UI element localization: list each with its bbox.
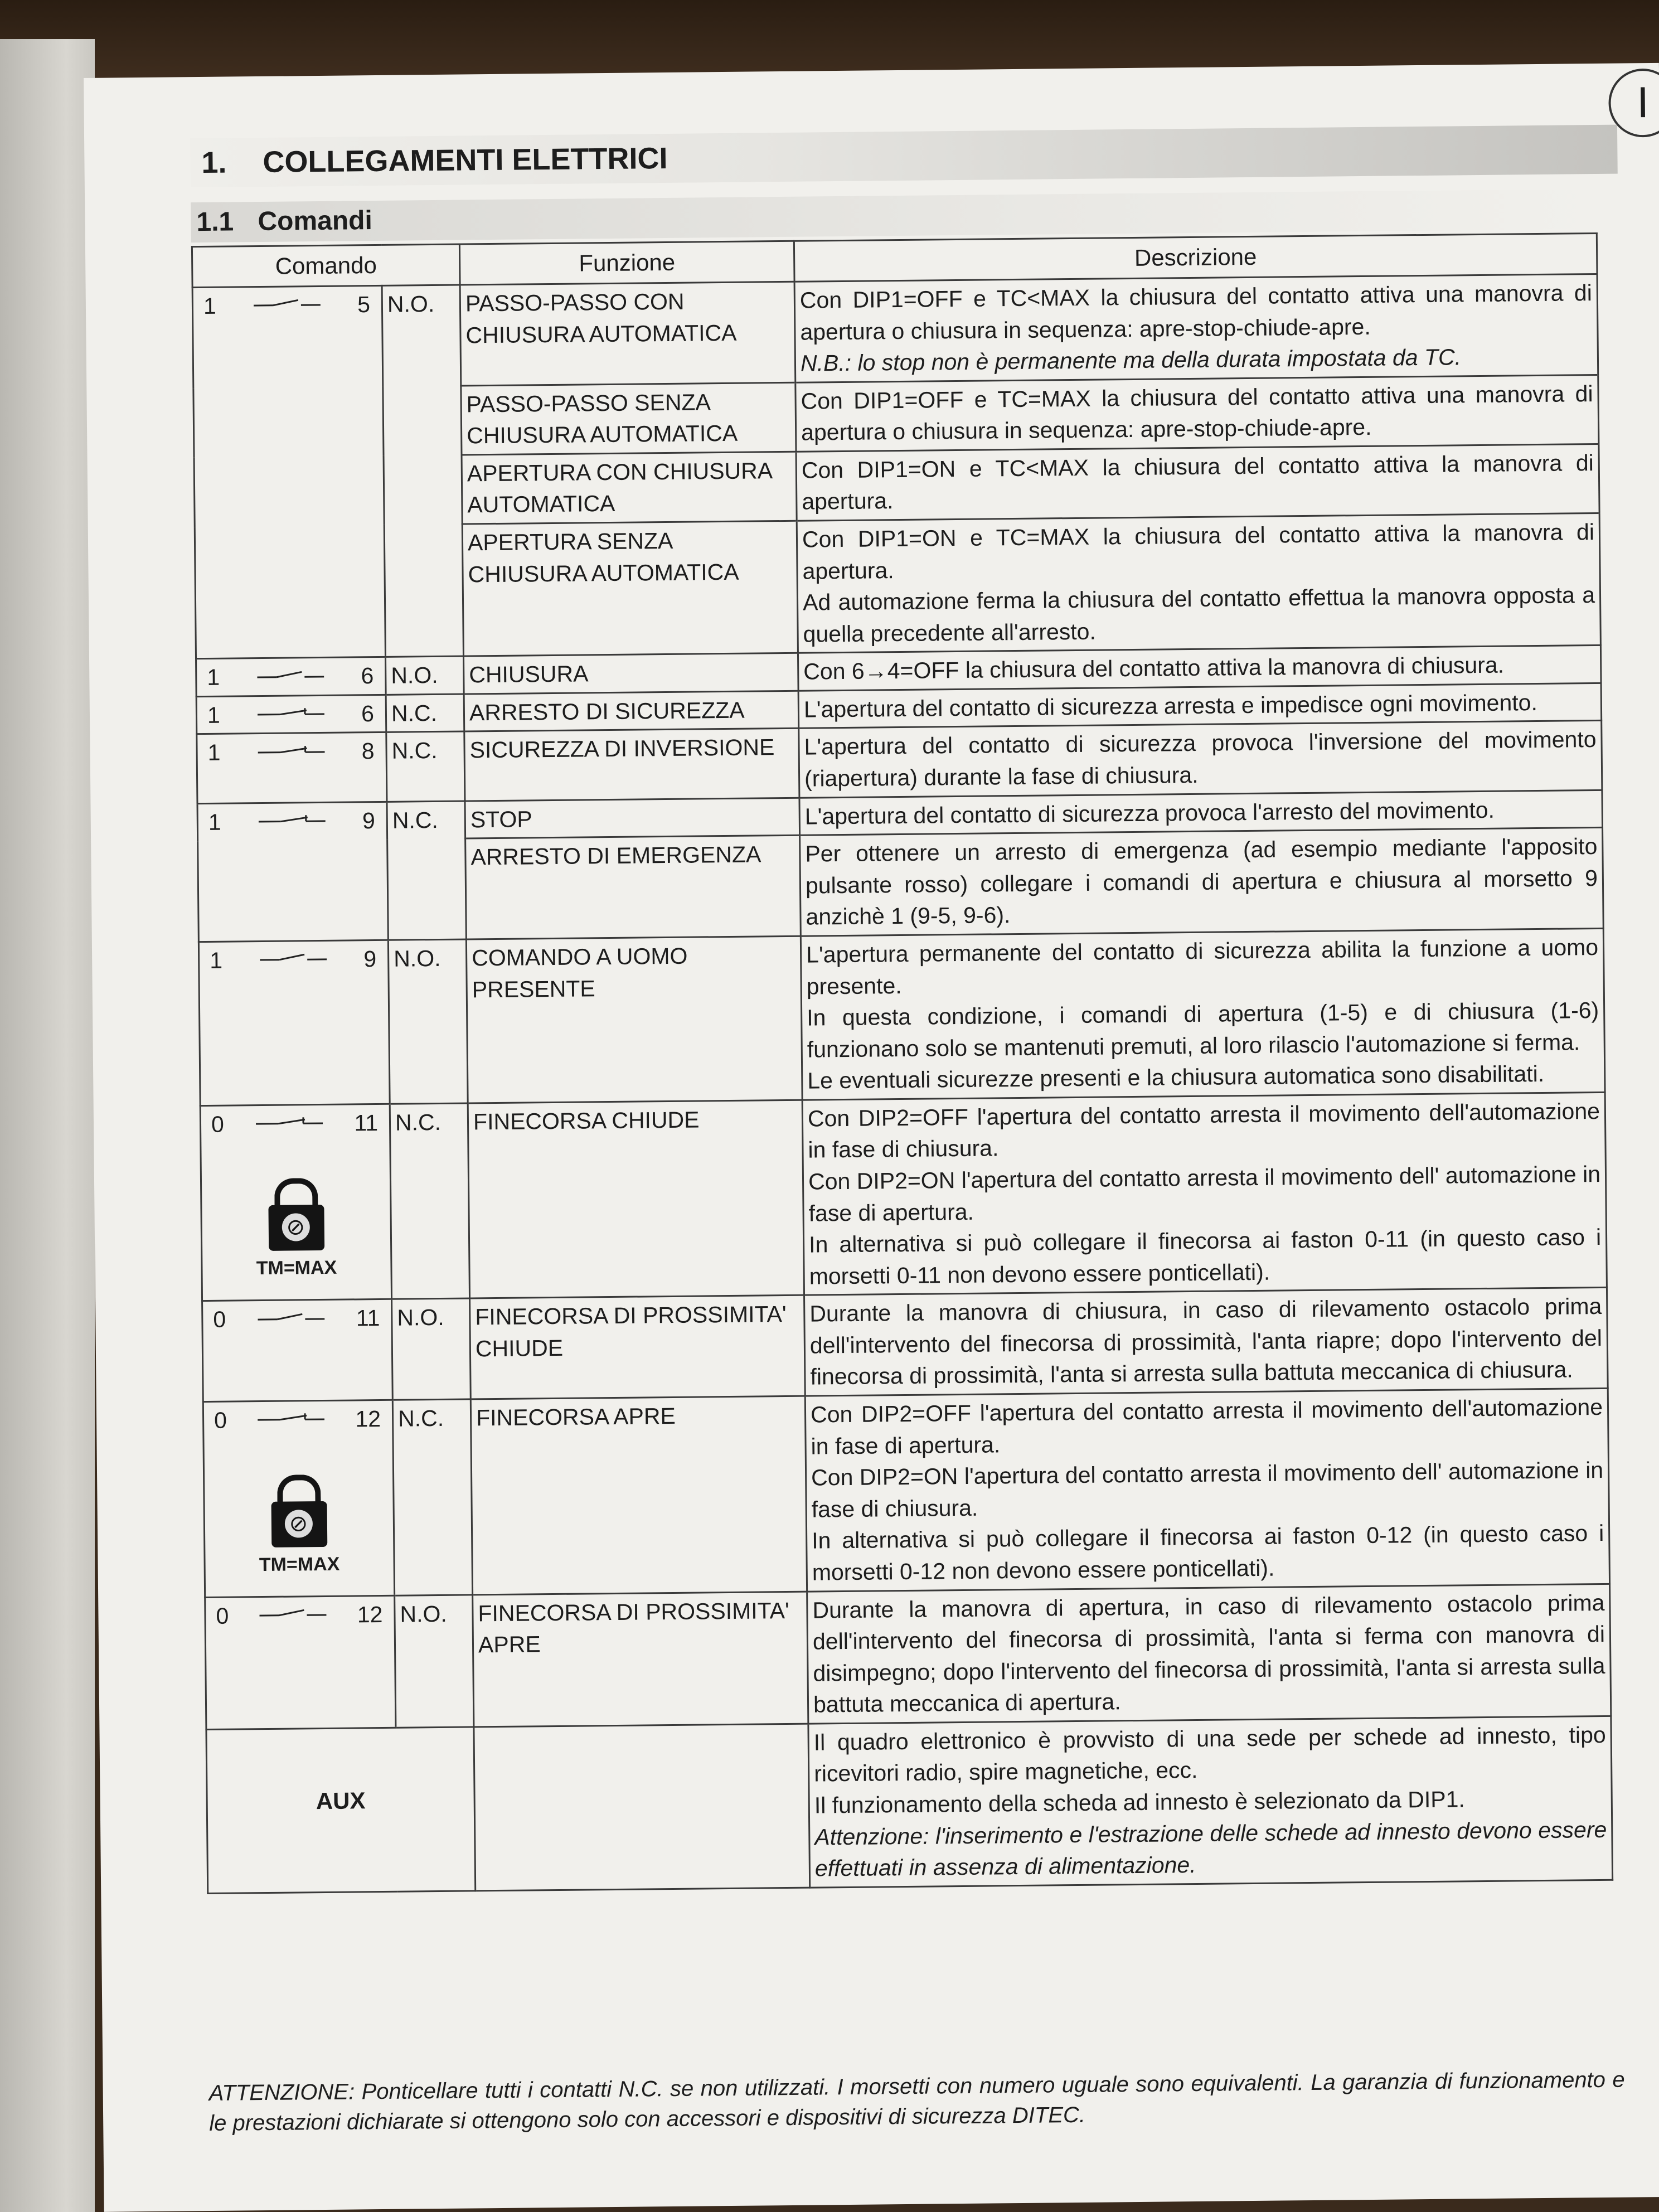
terminal-from: 0	[214, 1407, 227, 1433]
function-cell: FINECORSA DI PROSSIMITA' CHIUDE	[470, 1295, 806, 1399]
description-cell	[808, 1716, 1613, 1888]
function-cell: STOP	[465, 798, 800, 838]
description-text: Con DIP2=ON l'apertura del contatto arresta il movimento dell' automazione in fase di chiusura.	[811, 1457, 1604, 1522]
terminal-to: 6	[361, 663, 374, 689]
description-cell: L'apertura del contatto di sicurezza provoca l'arresto del movimento.	[799, 790, 1603, 835]
contact-type: N.C.	[387, 801, 466, 940]
description-text: In alternativa si può collegare il finecorsa ai faston 0-12 (in questo caso i morsetti 0-12 non devono essere ponticellati).	[812, 1520, 1604, 1585]
terminal-to: 9	[362, 807, 376, 833]
description-text: L'apertura permanente del contatto di sicurezza abilita la funzione a uomo presente.	[806, 934, 1599, 1000]
lock-icon: ⊘	[266, 1178, 326, 1251]
terminal-to: 8	[361, 738, 375, 764]
description-cell: L'apertura del contatto di sicurezza provoca l'inversione del movimento (riapertura) durante la fase di chiusura.	[799, 721, 1602, 798]
function-cell: FINECORSA APRE	[470, 1396, 807, 1594]
table-row	[192, 274, 1598, 388]
terminal-from: 0	[211, 1111, 225, 1137]
function-cell: APERTURA CON CHIUSURA AUTOMATICA	[462, 452, 797, 524]
switch-no-icon	[260, 951, 327, 968]
contact-type: N.C.	[386, 731, 465, 801]
warning-note	[208, 2065, 1625, 2138]
terminal-cell	[203, 1400, 394, 1597]
description-cell: Con 6→4=OFF la chiusura del contatto attiva la manovra di chiusura.	[798, 646, 1601, 691]
description-text: Le eventuali sicurezze presenti e la chiusura automatica sono disabilitati.	[807, 1061, 1545, 1094]
description-text: In alternativa si può collegare il finecorsa ai faston 0-11 (in questo caso i morsetti 0-11 non devono essere ponticellati).	[808, 1224, 1602, 1289]
description-text: Con DIP2=OFF l'apertura del contatto arresta il movimento dell'automazione in fase di apertura.	[810, 1394, 1603, 1459]
switch-nc-icon	[258, 1411, 324, 1428]
description-cell	[794, 274, 1598, 382]
terminal-to: 12	[357, 1601, 383, 1627]
description-cell: Per ottenere un arresto di emergenza (ad esempio mediante l'apposito pulsante rosso) collegare i comandi di apertura e chiusura al morsetto 9 anzichè 1 (9-5, 9-6).	[800, 828, 1604, 937]
contact-type: N.C.	[390, 1103, 469, 1299]
switch-nc-icon	[257, 706, 324, 723]
terminal-to: 11	[356, 1305, 380, 1331]
function-cell	[474, 1724, 810, 1891]
contact-type: N.O.	[385, 656, 464, 695]
description-text: Con DIP1=ON e TC=MAX la chiusura del contatto attiva la manovra di apertura.	[802, 519, 1595, 584]
terminal-to: 11	[354, 1109, 379, 1136]
switch-no-icon	[257, 668, 324, 686]
table-row	[202, 1288, 1608, 1402]
section-title: COLLEGAMENTI ELETTRICI	[263, 141, 668, 179]
terminal-from: 1	[207, 702, 221, 728]
switch-nc-icon	[258, 813, 325, 830]
description-cell: Durante la manovra di apertura, in caso di rilevamento ostacolo prima dell'intervento del finecorsa di prossimità, l'anta si ferma con manovra di disimpegno; dopo l'intervento del finecorsa di prossimità, l'anta si arresta sulla battuta meccanica di apertura.	[807, 1584, 1611, 1724]
terminal-from: 1	[208, 809, 221, 835]
switch-no-icon	[253, 297, 320, 314]
description-cell	[801, 928, 1605, 1100]
page-tab: I	[1608, 69, 1659, 138]
description-text: Il quadro elettronico è provvisto di una sede per schede ad innesto, tipo ricevitori radio, spire magnetiche, ecc.	[813, 1721, 1606, 1787]
terminal-cell	[192, 285, 385, 659]
terminal-cell	[196, 695, 386, 734]
header-funzione: Funzione	[459, 241, 794, 285]
terminal-from: 0	[216, 1603, 229, 1629]
terminal-to: 5	[357, 292, 371, 318]
terminal-from: 1	[207, 664, 220, 691]
description-cell: Durante la manovra di chiusura, in caso di rilevamento ostacolo prima dell'intervento del finecorsa di prossimità, l'anta riapre; dopo l'intervento del finecorsa di prossimità, l'anta si arresta sulla battuta meccanica di chiusura.	[804, 1288, 1608, 1396]
lock-label: TM=MAX	[259, 1553, 340, 1575]
contact-type: N.O.	[382, 285, 463, 657]
commands-table	[191, 232, 1613, 1894]
function-cell: SICUREZZA DI INVERSIONE	[464, 729, 799, 801]
terminal-to: 6	[361, 700, 375, 727]
description-text: Con DIP2=ON l'apertura del contatto arresta il movimento dell' automazione in fase di apertura.	[808, 1161, 1601, 1226]
terminal-cell	[205, 1595, 396, 1730]
terminal-cell	[197, 802, 388, 942]
description-note: Attenzione: l'inserimento e l'estrazione delle schede ad innesto devono essere effettuati in assenza di alimentazione.	[814, 1816, 1607, 1881]
switch-nc-icon	[258, 744, 324, 761]
description-text: In questa condizione, i comandi di apertura (1-5) e di chiusura (1-6) funzionano solo se mantenuti premuti, al loro rilascio l'automazione si ferma.	[807, 997, 1599, 1063]
terminal-to: 12	[355, 1406, 381, 1432]
contact-type: N.O.	[392, 1298, 471, 1400]
description-text: Il funzionamento della scheda ad innesto è selezionato da DIP1.	[814, 1786, 1465, 1818]
table-row	[203, 1388, 1609, 1597]
function-cell: FINECORSA DI PROSSIMITA' APRE	[473, 1592, 808, 1727]
terminal-from: 0	[213, 1306, 226, 1333]
terminal-cell	[196, 657, 386, 697]
description-text: Ad automazione ferma la chiusura del contatto effettua la manovra opposta a quella precedente all'arresto.	[802, 582, 1595, 647]
section-heading	[190, 125, 1618, 188]
function-cell: FINECORSA CHIUDE	[468, 1100, 804, 1298]
lock-label: TM=MAX	[256, 1257, 337, 1279]
section-number: 1.	[201, 145, 227, 180]
switch-no-icon	[258, 1311, 324, 1328]
description-cell	[805, 1388, 1609, 1591]
function-cell: COMANDO A UOMO PRESENTE	[466, 936, 802, 1103]
description-cell	[802, 1092, 1607, 1295]
left-page-edge	[0, 39, 95, 2212]
subsection-title: Comandi	[258, 206, 373, 237]
terminal-from: 1	[203, 293, 216, 319]
contact-type: N.O.	[388, 939, 468, 1104]
description-text: Con DIP2=OFF l'apertura del contatto arresta il movimento dell'automazione in fase di chiusura.	[807, 1098, 1600, 1163]
table-row	[205, 1584, 1611, 1729]
function-cell: ARRESTO DI EMERGENZA	[465, 835, 801, 939]
contact-type: N.C.	[386, 694, 464, 733]
manual-page	[84, 63, 1659, 2212]
table-row	[198, 928, 1605, 1105]
switch-no-icon	[259, 1607, 326, 1624]
lock-icon: ⊘	[269, 1474, 328, 1548]
subsection-number: 1.1	[196, 207, 234, 237]
description-cell: L'apertura del contatto di sicurezza arresta e impedisce ogni movimento.	[798, 683, 1602, 728]
terminal-from: 1	[209, 947, 223, 973]
switch-nc-icon	[256, 1115, 323, 1132]
aux-cell: AUX	[206, 1727, 476, 1893]
header-comando: Comando	[192, 244, 460, 288]
terminal-to: 9	[363, 945, 377, 972]
terminal-from: 1	[207, 740, 221, 766]
description-cell: Con DIP1=ON e TC<MAX la chiusura del contatto attiva la manovra di apertura.	[796, 444, 1599, 521]
contact-type: N.C.	[392, 1399, 472, 1595]
header-descrizione: Descrizione	[794, 233, 1597, 282]
function-cell: PASSO-PASSO CON CHIUSURA AUTOMATICA	[460, 282, 795, 385]
terminal-cell	[202, 1299, 393, 1402]
terminal-cell	[198, 940, 390, 1105]
description-text: Con DIP1=OFF e TC<MAX la chiusura del contatto attiva una manovra di apertura o chiusura in sequenza: apre-stop-chiude-apre.	[799, 279, 1593, 345]
contact-type: N.O.	[395, 1594, 474, 1728]
function-cell: PASSO-PASSO SENZA CHIUSURA AUTOMATICA	[461, 382, 796, 455]
table-row	[206, 1716, 1613, 1893]
function-cell: APERTURA SENZA CHIUSURA AUTOMATICA	[462, 521, 798, 656]
description-cell	[797, 513, 1600, 653]
warning-text: ATTENZIONE: Ponticellare tutti i contatti N.C. se non utilizzati. I morsetti con numero uguale sono equivalenti. La garanzia di funzionamento e le prestazioni dichiarate si ottengono solo con accessori e dispositivi di sicurezza DITEC.	[208, 2067, 1625, 2136]
description-cell: Con DIP1=OFF e TC=MAX la chiusura del contatto attiva una manovra di apertura o chiusura in sequenza: apre-stop-chiude-apre.	[795, 375, 1599, 452]
description-note: N.B.: lo stop non è permanente ma della durata impostata da TC.	[800, 344, 1462, 376]
function-cell: CHIUSURA	[464, 653, 799, 694]
terminal-cell	[200, 1104, 391, 1301]
table-row	[197, 721, 1602, 803]
table-row	[200, 1092, 1607, 1301]
terminal-cell	[197, 733, 387, 803]
function-cell: ARRESTO DI SICUREZZA	[464, 691, 799, 731]
